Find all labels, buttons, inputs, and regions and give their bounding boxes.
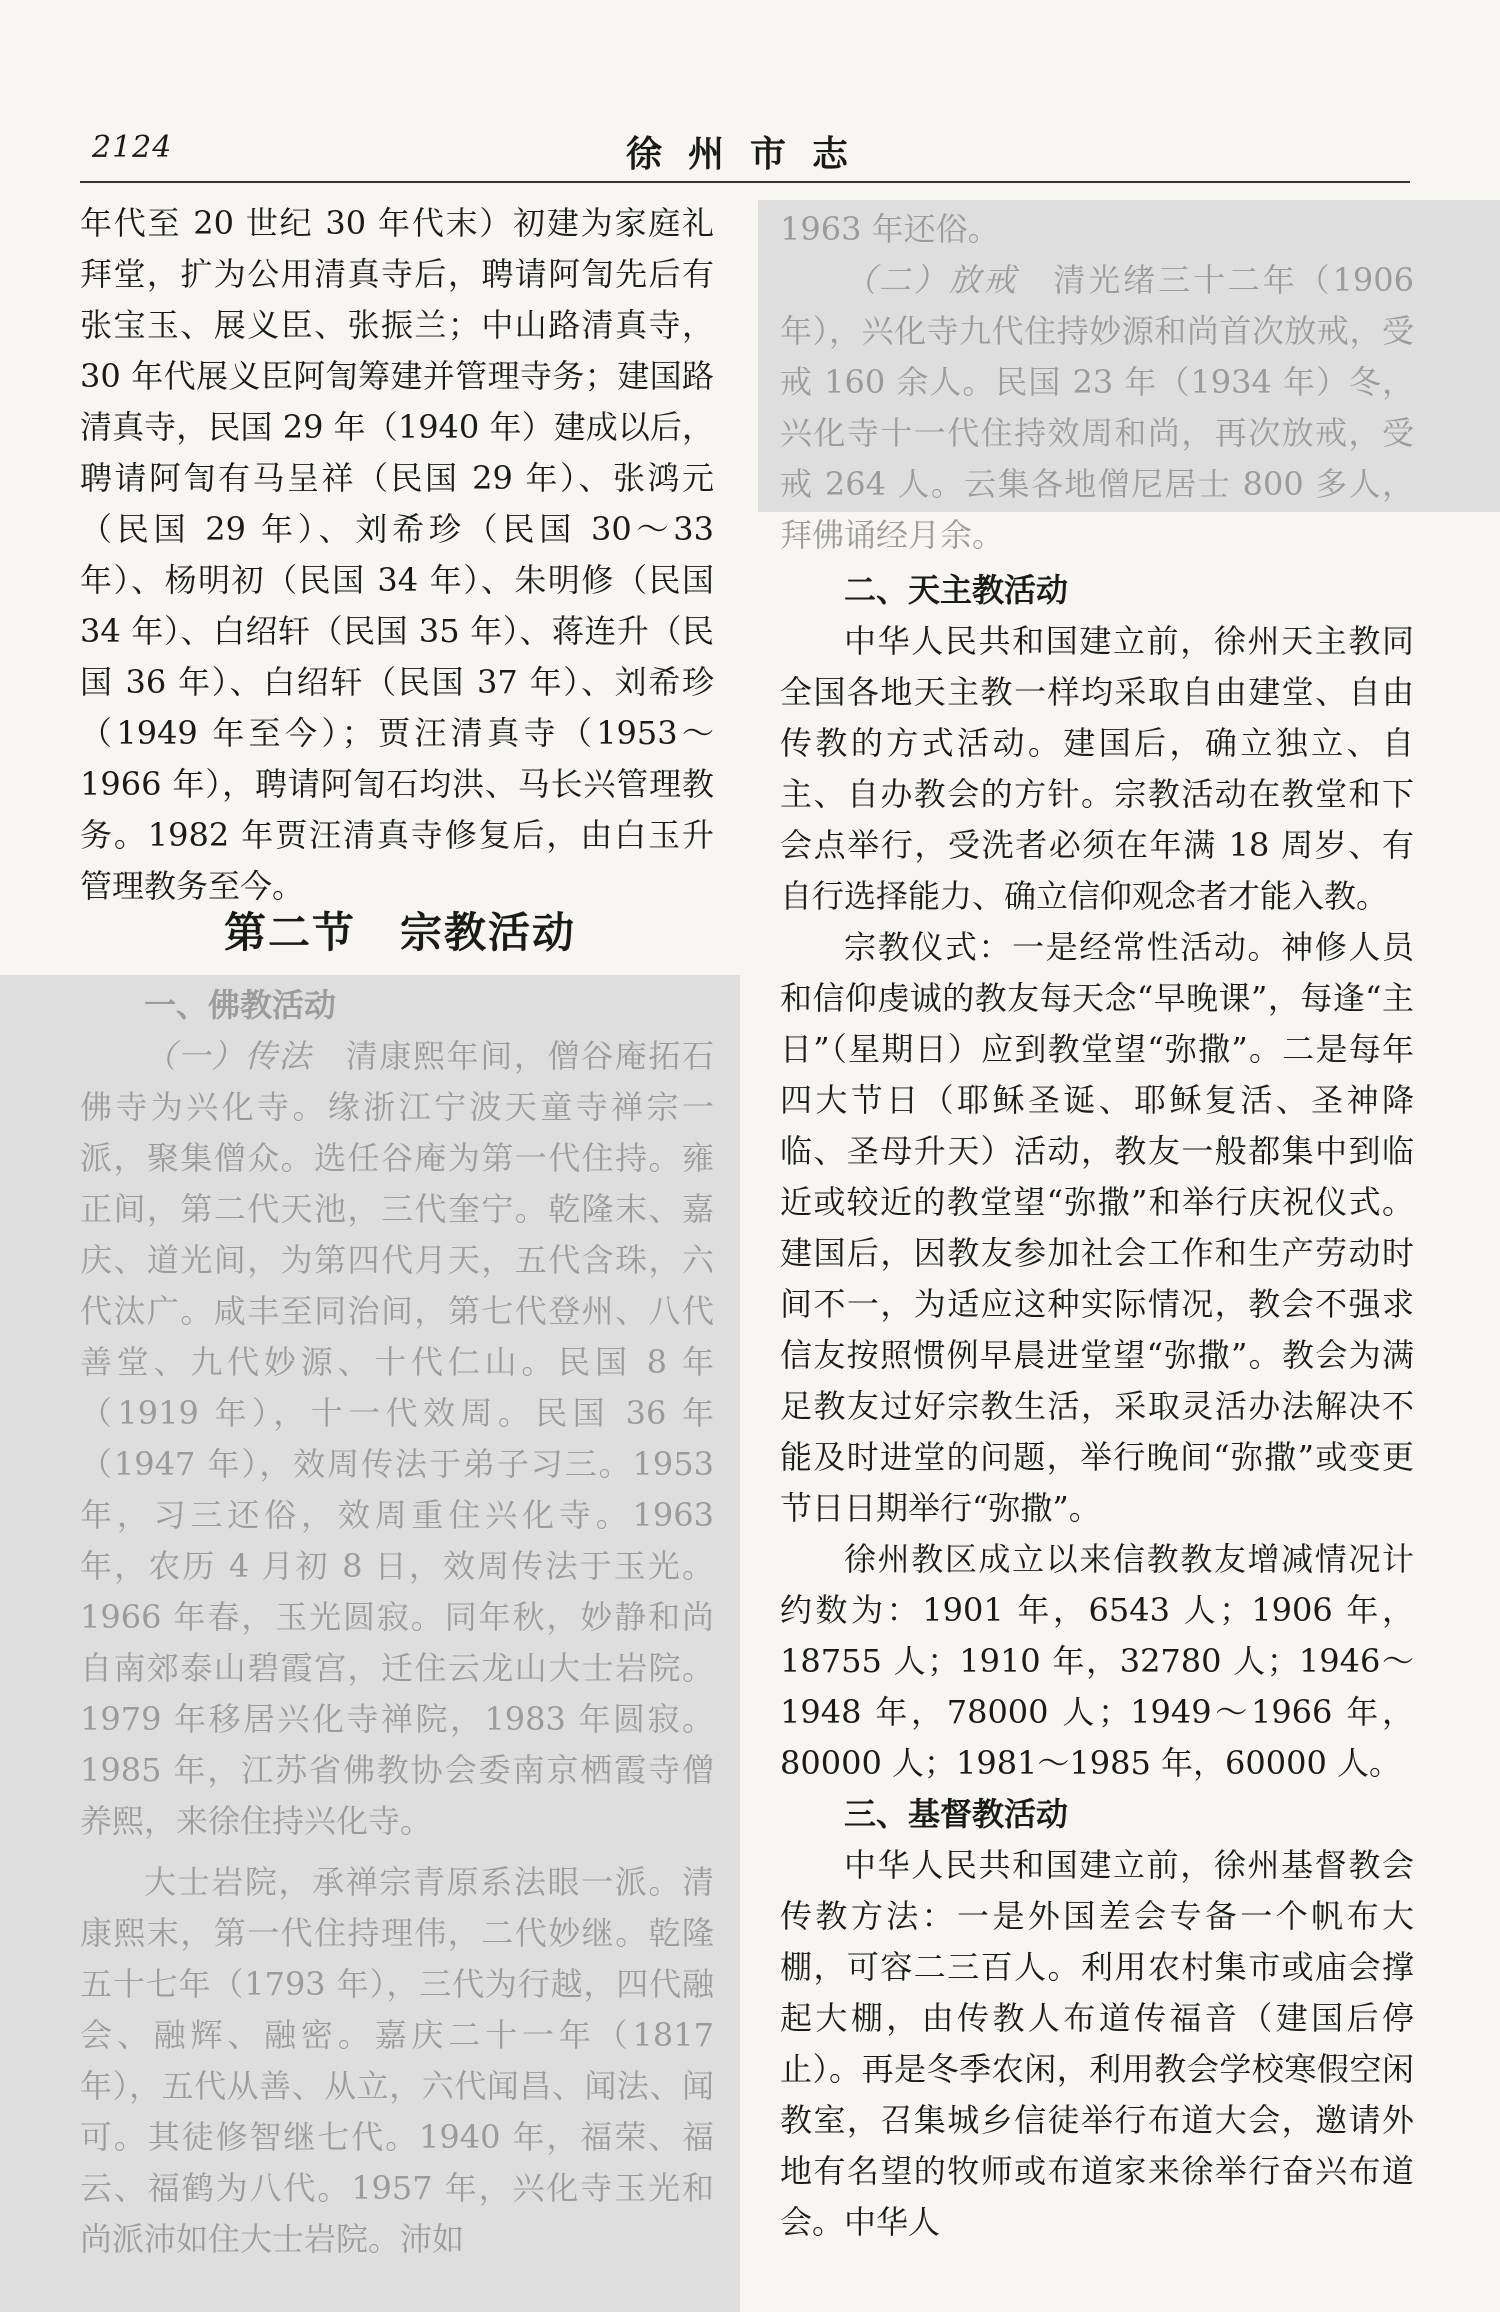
fangjie-text: 清光绪三十二年（1906 年），兴化寺九代住持妙源和尚首次放戒，受戒 160 余人。民国 23 年（1934 年）冬，兴化寺十一代住持效周和尚，再次放戒，受戒 264 人。云集各地僧尼居士 800 多人，拜佛诵经月余。	[780, 261, 1414, 554]
right-column	[780, 204, 1414, 2248]
christian-heading: 三、基督教活动	[844, 1795, 1069, 1833]
dashi-paragraph: 大士岩院，承禅宗青原系法眼一派。清康熙末，第一代住持理伟，二代妙继。乾隆五十七年（1793 年），三代为行越，四代融会、融辉、融密。嘉庆二十一年（1817 年），五代从善、从立，六代闻昌、闻法、闻可。其徒修智继七代。1940 年，福荣、福云、福鹤为八代。1957 年，兴化寺玉光和尚派沛如住大士岩院。沛如	[80, 1863, 714, 2258]
catholic-paragraph-2: 宗教仪式：一是经常性活动。神修人员和信仰虔诚的教友每天念“早晚课”，每逢“主日”（星期日）应到教堂望“弥撒”。二是每年四大节日（耶稣圣诞、耶稣复活、圣神降临、圣母升天）活动，教友一般都集中到临近或较近的教堂望“弥撒”和举行庆祝仪式。建国后，因教友参加社会工作和生产劳动时间不一，为适应这种实际情况，教会不强求信友按照惯例早晨进堂望“弥撒”。教会为满足教友过好宗教生活，采取灵活办法解决不能及时进堂的问题，举行晚间“弥撒”或变更节日日期举行“弥撒”。	[780, 928, 1414, 1527]
section-title: 第二节 宗教活动	[223, 908, 576, 957]
islam-continuation-paragraph: 年代至 20 世纪 30 年代末）初建为家庭礼拜堂，扩为公用清真寺后，聘请阿訇先后有张宝玉、展义臣、张振兰；中山路清真寺，30 年代展义臣阿訇筹建并管理寺务；建国路清真寺，民国 29 年（1940 年）建成以后，聘请阿訇有马呈祥（民国 29 年）、张鸿元（民国 29 年）、刘希珍（民国 30～33 年）、杨明初（民国 34 年）、朱明修（民国 34 年）、白绍轩（民国 35 年）、蒋连升（民国 36 年）、白绍轩（民国 37 年）、刘希珍（1949 年至今）；贾汪清真寺（1953～1966 年），聘请阿訇石均洪、马长兴管理教务。1982 年贾汪清真寺修复后，由白玉升管理教务至今。	[80, 204, 714, 905]
chuanfa-text: 清康熙年间，僧谷庵拓石佛寺为兴化寺。缘浙江宁波天童寺禅宗一派，聚集僧众。选任谷庵为第一代住持。雍正间，第二代天池，三代奎宁。乾隆末、嘉庆、道光间，为第四代月天，五代含珠，六代汰广。咸丰至同治间，第七代登州、八代善堂、九代妙源、十代仁山。民国 8 年（1919 年），十一代效周。民国 36 年（1947 年），效周传法于弟子习三。1953 年，习三还俗，效周重住兴化寺。1963 年，农历 4 月初 8 日，效周传法于玉光。1966 年春，玉光圆寂。同年秋，妙静和尚自南郊泰山碧霞宫，迁住云龙山大士岩院。1979 年移居兴化寺禅院，1983 年圆寂。1985 年，江苏省佛教协会委南京栖霞寺僧养熙，来徐住持兴化寺。	[80, 1037, 714, 1840]
buddhism-heading: 一、佛教活动	[144, 986, 337, 1024]
fangjie-label: （二）放戒	[844, 261, 1019, 299]
catholic-paragraph-1: 中华人民共和国建立前，徐州天主教同全国各地天主教一样均采取自由建堂、自由传教的方式活动。建国后，确立独立、自主、自办教会的方针。宗教活动在教堂和下会点举行，受洗者必须在年满 18 周岁、有自行选择能力、确立信仰观念者才能入教。	[780, 622, 1414, 915]
page-title: 徐州市志	[625, 134, 874, 175]
left-column-lower	[80, 980, 714, 2265]
fangjie-paragraph	[780, 255, 1414, 561]
chuanfa-label: （一）传法	[144, 1037, 313, 1075]
left-column	[80, 198, 714, 912]
continued-text: 1963 年还俗。	[780, 210, 1000, 248]
header-rule	[80, 181, 1410, 183]
page-number: 2124	[92, 130, 173, 165]
catholic-paragraph-3: 徐州教区成立以来信教教友增减情况计约数为：1901 年，6543 人；1906 年，18755 人；1910 年，32780 人；1946～1948 年，78000 人；1949～1966 年，80000 人；1981～1985 年，60000 人。	[780, 1540, 1414, 1782]
chuanfa-paragraph	[80, 1031, 714, 1847]
catholic-heading: 二、天主教活动	[844, 571, 1069, 609]
christian-paragraph-1: 中华人民共和国建立前，徐州基督教会传教方法：一是外国差会专备一个帆布大棚，可容二三百人。利用农村集市或庙会撑起大棚，由传教人布道传福音（建国后停止）。再是冬季农闲，利用教会学校寒假空闲教室，召集城乡信徒举行布道大会，邀请外地有名望的牧师或布道家来徐举行奋兴布道会。中华人	[780, 1846, 1414, 2241]
